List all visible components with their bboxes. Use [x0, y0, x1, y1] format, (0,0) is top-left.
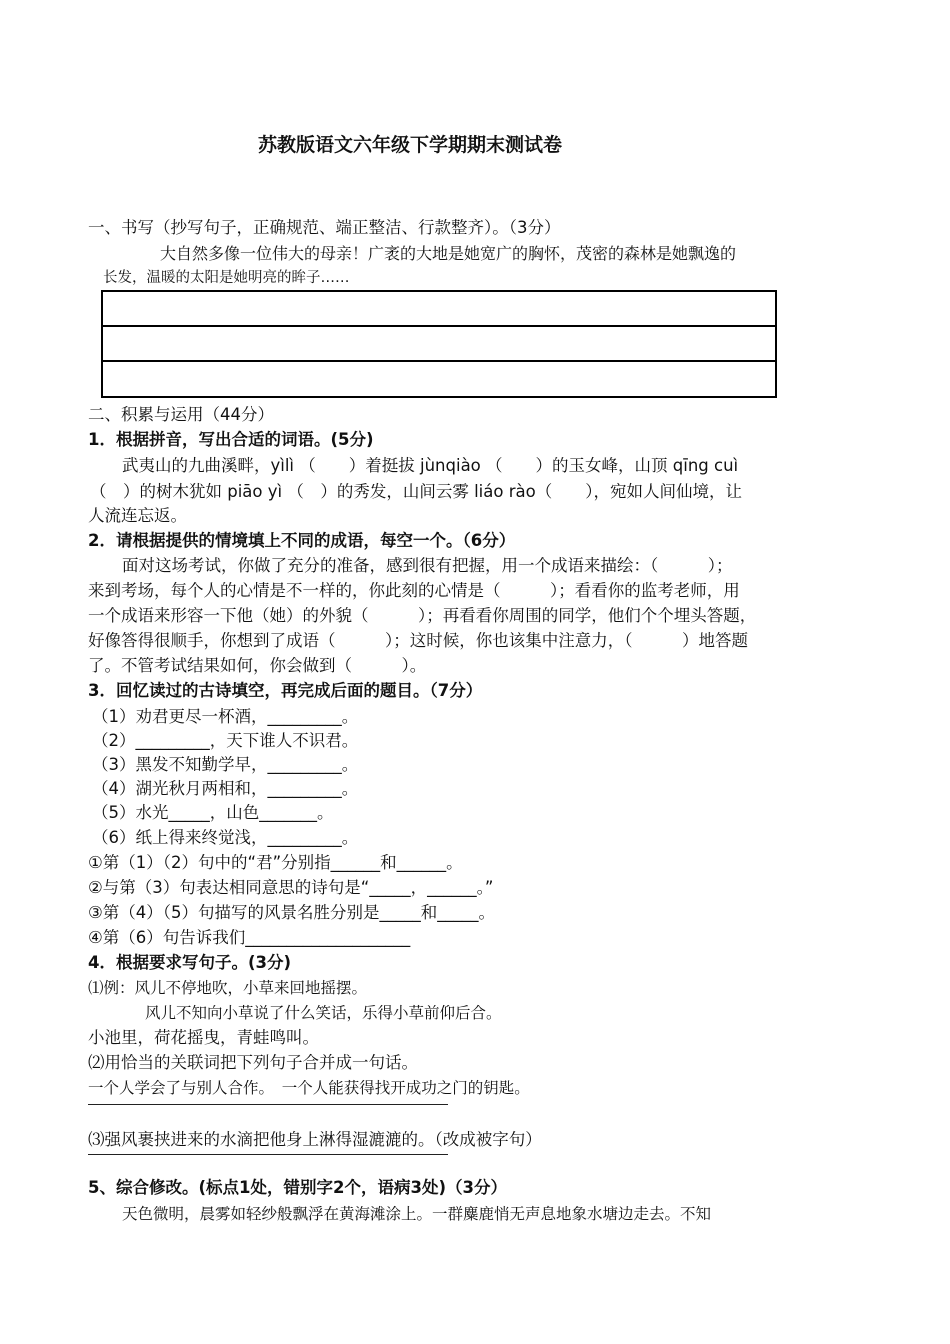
q5-heading: 5、综合修改。(标点1处，错别字2个，语病3处)（3分）: [88, 1178, 507, 1197]
passage-line-2: 长发，温暖的太阳是她明亮的眸子……: [103, 270, 350, 286]
poem-subquestion: ④第（6）句告诉我们____________________: [88, 928, 411, 947]
poem-item: （2）_________，天下谁人不识君。: [92, 731, 359, 750]
q2-line-1: 面对这场考试，你做了充分的准备，感到很有把握，用一个成语来描绘：（ ）；: [122, 556, 733, 575]
q1-line-1: 武夷山的九曲溪畔，yìlì （ ）着挺拔 jùnqiào （ ）的玉女峰，山顶 qīng cuì: [122, 456, 739, 475]
poem-item: （3）黑发不知勤学早，_________。: [92, 755, 359, 774]
q4-example-line-3: 小池里，荷花摇曳，青蛙鸣叫。: [88, 1028, 319, 1047]
section-1-heading: 一、书写（抄写句子，正确规范、端正整洁、行款整齐）。（3分）: [88, 218, 561, 237]
q4-part-3: ⑶强风裹挟进来的水滴把他身上淋得湿漉漉的。（改成被字句）: [88, 1130, 542, 1149]
poem-item: （5）水光_____，山色_______。: [92, 803, 334, 822]
q2-line-4: 好像答得很顺手，你想到了成语（ ）；这时候，你也该集中注意力，（ ）地答题: [88, 631, 748, 650]
q4-heading: 4．根据要求写句子。(3分): [88, 953, 292, 972]
answer-line[interactable]: [88, 1154, 448, 1155]
poem-item: （6）纸上得来终觉浅，_________。: [92, 828, 359, 847]
section-2-heading: 二、积累与运用（44分）: [88, 405, 274, 424]
q2-line-5: 了。不管考试结果如何，你会做到（ ）。: [88, 656, 427, 675]
poem-subquestion: ③第（4）（5）句描写的风景名胜分别是_____和_____。: [88, 903, 496, 922]
page-title: 苏教版语文六年级下学期期末测试卷: [257, 134, 562, 156]
q2-line-2: 来到考场，每个人的心情是不一样的，你此刻的心情是（ ）；看看你的监考老师，用: [88, 581, 740, 600]
q2-heading: 2．请根据提供的情境填上不同的成语，每空一个。（6分）: [88, 531, 516, 550]
poem-item: （1）劝君更尽一杯酒，_________。: [92, 707, 359, 726]
q4-example-line-1: ⑴例：风儿不停地吹，小草来回地摇摆。: [88, 979, 368, 997]
passage-line-1: 大自然多像一位伟大的母亲！广袤的大地是她宽广的胸怀，茂密的森林是她飘逸的: [160, 244, 737, 263]
writing-row[interactable]: [103, 327, 775, 362]
writing-row[interactable]: [103, 362, 775, 397]
poem-item: （4）湖光秋月两相和，_________。: [92, 779, 359, 798]
q1-heading: 1．根据拼音，写出合适的词语。(5分): [88, 430, 374, 449]
q2-line-3: 一个成语来形容一下他（她）的外貌（ ）；再看看你周围的同学，他们个个埋头答题，: [88, 606, 757, 625]
q3-heading: 3．回忆读过的古诗填空，再完成后面的题目。（7分）: [88, 681, 483, 700]
writing-row[interactable]: [103, 292, 775, 327]
q4-part-2-heading: ⑵用恰当的关联词把下列句子合并成一句话。: [88, 1053, 418, 1072]
q4-part-2-sentences: 一个人学会了与别人合作。 一个人能获得找开成功之门的钥匙。: [88, 1079, 530, 1097]
poem-subquestion: ①第（1）（2）句中的“君”分别指______和______。: [88, 853, 463, 872]
q1-line-2: （ ）的树木犹如 piāo yì （ ）的秀发，山间云雾 liáo rào（ ），宛如人间仙境，让: [90, 482, 742, 501]
copy-writing-box[interactable]: [101, 290, 777, 398]
poem-subquestion: ②与第（3）句表达相同意思的诗句是“_____，______。”: [88, 878, 494, 897]
q5-passage-line-1: 天色微明，晨雾如轻纱般飘浮在黄海滩涂上。一群麋鹿悄无声息地象水塘边走去。不知: [122, 1205, 712, 1223]
q1-line-3: 人流连忘返。: [88, 506, 187, 525]
q4-example-line-2: 风儿不知向小草说了什么笑话，乐得小草前仰后合。: [145, 1004, 502, 1022]
answer-line[interactable]: [88, 1104, 448, 1105]
